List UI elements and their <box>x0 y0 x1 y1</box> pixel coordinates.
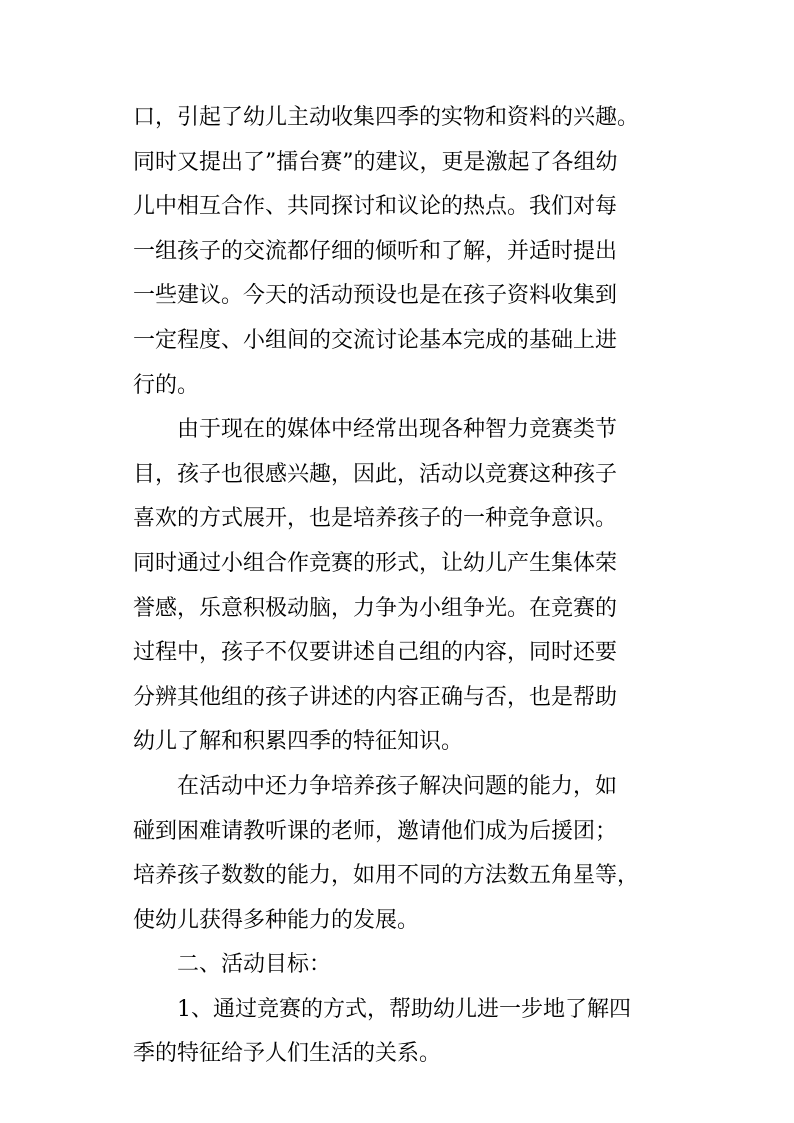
text-line: 喜欢的方式展开，也是培养孩子的一种竞争意识。 <box>133 506 618 532</box>
text-line: 一些建议。今天的活动预设也是在孩子资料收集到 <box>133 283 618 309</box>
text-line: 儿中相互合作、共同探讨和议论的热点。我们对每 <box>133 194 618 220</box>
section-heading: 二、活动目标： <box>177 952 332 978</box>
text-line: 季的特征给予人们生活的关系。 <box>133 1041 442 1067</box>
text-line: 行的。 <box>133 372 200 398</box>
text-line: 使幼儿获得多种能力的发展。 <box>133 907 420 933</box>
text-line: 口，引起了幼儿主动收集四季的实物和资料的兴趣。 <box>133 105 640 130</box>
paragraph-start-line: 由于现在的媒体中经常出现各种智力竞赛类节 <box>177 417 618 443</box>
paragraph-start-line: 在活动中还力争培养孩子解决问题的能力，如 <box>177 773 618 799</box>
text-line: 誉感，乐意积极动脑，力争为小组争光。在竞赛的 <box>133 595 618 621</box>
list-item-start-line: 1、通过竞赛的方式，帮助幼儿进一步地了解四 <box>177 996 631 1022</box>
body-text <box>133 96 673 1077</box>
text-line: 一定程度、小组间的交流讨论基本完成的基础上进 <box>133 327 618 353</box>
text-line: 过程中，孩子不仅要讲述自己组的内容，同时还要 <box>133 640 618 666</box>
text-line: 培养孩子数数的能力，如用不同的方法数五角星等， <box>133 863 640 889</box>
text-line: 幼儿了解和积累四季的特征知识。 <box>133 729 464 755</box>
text-line: 同时又提出了”擂台赛”的建议，更是激起了各组幼 <box>133 149 618 175</box>
text-line: 一组孩子的交流都仔细的倾听和了解，并适时提出 <box>133 238 618 264</box>
text-line: 目，孩子也很感兴趣，因此，活动以竞赛这种孩子 <box>133 461 618 487</box>
text-line: 同时通过小组合作竞赛的形式，让幼儿产生集体荣 <box>133 550 618 576</box>
text-line: 碰到困难请教听课的老师，邀请他们成为后援团； <box>133 818 618 844</box>
text-line: 分辨其他组的孩子讲述的内容正确与否，也是帮助 <box>133 684 618 710</box>
